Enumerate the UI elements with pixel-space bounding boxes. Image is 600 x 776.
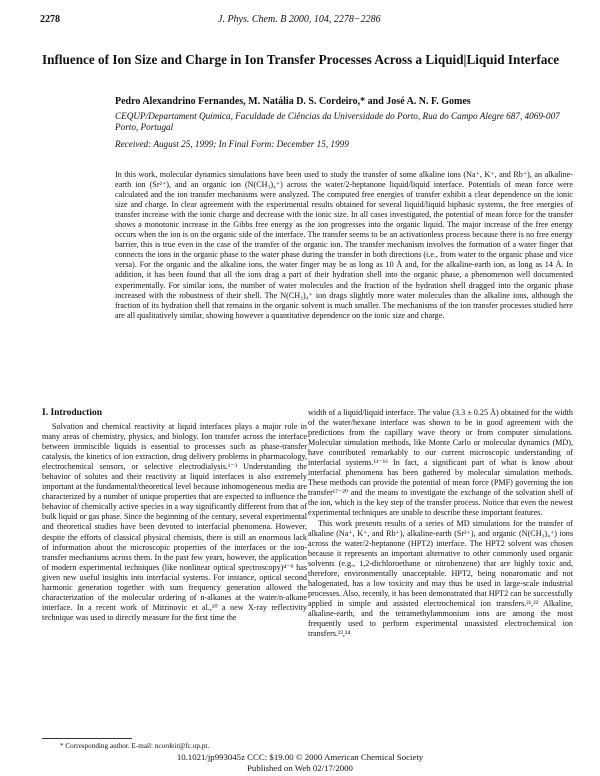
received-dates: Received: August 25, 1999; In Final Form: December 15, 1999	[115, 139, 349, 149]
intro-paragraph-continued: width of a liquid/liquid interface. The value (3.3 ± 0.25 Å) obtained for the width of the water/hexane interface was shown to be in good agreement with the predictions from the capillary wave theory or from computer simulations. Molecular simulation methods, like Monte Carlo or molecular dynamics (MD), have contributed remarkably to our current microscopic understanding of interfacial systems.¹¹⁻¹⁶ In fact, a significant part of what is know about interfacial phenomena has been gathered by molecular simulation methods. These methods can provide the potential of mean force (PMF) governing the ion transfer¹⁷⁻²⁰ and the means to investigate the exchange of the solvation shell of the ion, which is the key step of the transfer process. Notice that even the newest experimental techniques are unable to describe these important features.	[308, 408, 573, 518]
section-heading-introduction: I. Introduction	[42, 408, 103, 418]
right-column	[308, 408, 573, 639]
left-column	[42, 422, 307, 623]
journal-header: J. Phys. Chem. B 2000, 104, 2278−2286	[218, 14, 381, 25]
affiliation: CEQUP/Departament Química, Faculdade de Ciências da Universidade do Porto, Rua do Campo Alegre 687, 4069-007 Porto, Portugal	[115, 111, 560, 132]
doi-copyright-line: 10.1021/jp993045z CCC: $19.00 © 2000 American Chemical Society	[176, 752, 424, 762]
corresponding-author-footnote: * Corresponding author. E-mail: ncordeir@fc.up.pt.	[60, 742, 210, 750]
intro-paragraph-1: Solvation and chemical reactivity at liquid interfaces plays a major role in many areas of chemistry, physics, and biology. Ion transfer across the interface between immiscible liquids is essential to processes such as phase-transfer catalysis, the kinetics of ion extraction, drug delivery problems in pharmacology, electrochemical sensors, or selective electrodialysis.¹⁻³ Understanding the behavior of solutes and their reactivity at liquid interfaces is also extremely important at the fundamental/theoretical level because inhomogeneous media are characterized by a number of unique properties that are expected to influence the behavior of chemically active species in a way significantly different from that of bulk liquid or gas phase. Since the beginning of the century, several experimental and theoretical studies have been devoted to interfacial phenomena. However, despite the efforts of classical physical chemists, there is still an enormous lack of information about the microscopic properties of the interfaces or the ion-transfer mechanisms across them. In the past few years, however, the application of modern experimental techniques (like nonlinear optical spectroscopy)⁴⁻⁹ has given new useful insights into interfacial systems. For instance, optical second harmonic generation together with sum frequency generation allowed the characterization of the molecular ordering of n-alkanes at the water/n-alkane interface. In a recent work of Mitrinovic et al.,¹⁰ a new X-ray reflectivity technique was used to directly measure for the first time the	[42, 422, 307, 622]
page-number: 2278	[40, 14, 60, 25]
abstract: In this work, molecular dynamics simulations have been used to study the transfer of some alkaline ions (Na⁺, K⁺, and Rb⁺), an alkaline-earth ion (Sr²⁺), and an organic ion (N(CH₃)₄⁺) across the water/2-heptanone liquid/liquid interface. Potentials of mean force were calculated and the ion transfer mechanisms were analyzed. The computed free energies of transfer exhibit a clear dependence on the ionic size and charge. In clear agreement with the experimental results obtained for several liquid/liquid biphasic systems, the free energies of transfer increase with the ionic charge and decrease with the ionic size. In all cases investigated, the potential of mean force for the transfer shows a monotonic increase in the Gibbs free energy as the ion progresses into the organic liquid. The major increase of the free energy occurs when the ion is on the organic side of the interface. The transfer seems to be an activationless process because there is no free energy barrier, this is true even in the case of the transfer of the organic ion. The transfer mechanism involves the formation of a water finger that connects the ions in the organic phase to the water phase during the transfer in both directions (i.e., from water to the organic phase and vice versa). For the organic and the alkaline ions, the water finger may be as long as 10 Å and, for the alkaline-earth ion, as long as 14 Å. In addition, it has been found that all the ions drag a part of their hydration shell into the organic phase, a phenomenon well documented experimentally. For similar ions, the number of water molecules and the fraction of the hydration shell dragged into the organic phase increased with the robustness of their shell. The N(CH₃)₄⁺ ion drags slightly more water molecules than the alkaline ions, although the fraction of its hydration shell that remains in the organic solvent is much smaller. The mechanisms of the ion transfer processes studied here are all qualitatively similar, showing however a quantitative dependence on the ionic size and charge.	[115, 170, 573, 320]
authors: Pedro Alexandrino Fernandes, M. Natália D. S. Cordeiro,* and José A. N. F. Gomes	[115, 96, 471, 107]
published-on-web: Published on Web 02/17/2000	[247, 763, 353, 773]
footnote-divider	[42, 738, 132, 739]
intro-paragraph-2: This work presents results of a series of MD simulations for the transfer of alkaline (Na⁺, K⁺, and Rb⁺), alkaline-earth (Sr²⁺), and organic (N(CH₃)₄⁺) ions across the water/2-heptanone (HPT2) interface. The HPT2 solvent was chosen because it represents an important alternative to other commonly used organic solvents (e.g., 1,2-dichloroethane or nitrobenzene) that are highly toxic and, therefore, environmentally unacceptable. HPT2, being nonaromatic and not halogenated, has a low toxicity and may thus be used in large-scale industrial processes. Also, recently, it has been demonstrated that HPT2 can be successfully applied in simple and assisted electrochemical ion transfers.²¹,²² Alkaline, alkaline-earth, and the tetramethylammonium ions are among the most frequently used to perform experimental unassisted electrochemical ion transfers.²³,²⁴	[308, 518, 573, 639]
article-title: Influence of Ion Size and Charge in Ion Transfer Processes Across a Liquid|Liquid Interface	[42, 52, 560, 67]
